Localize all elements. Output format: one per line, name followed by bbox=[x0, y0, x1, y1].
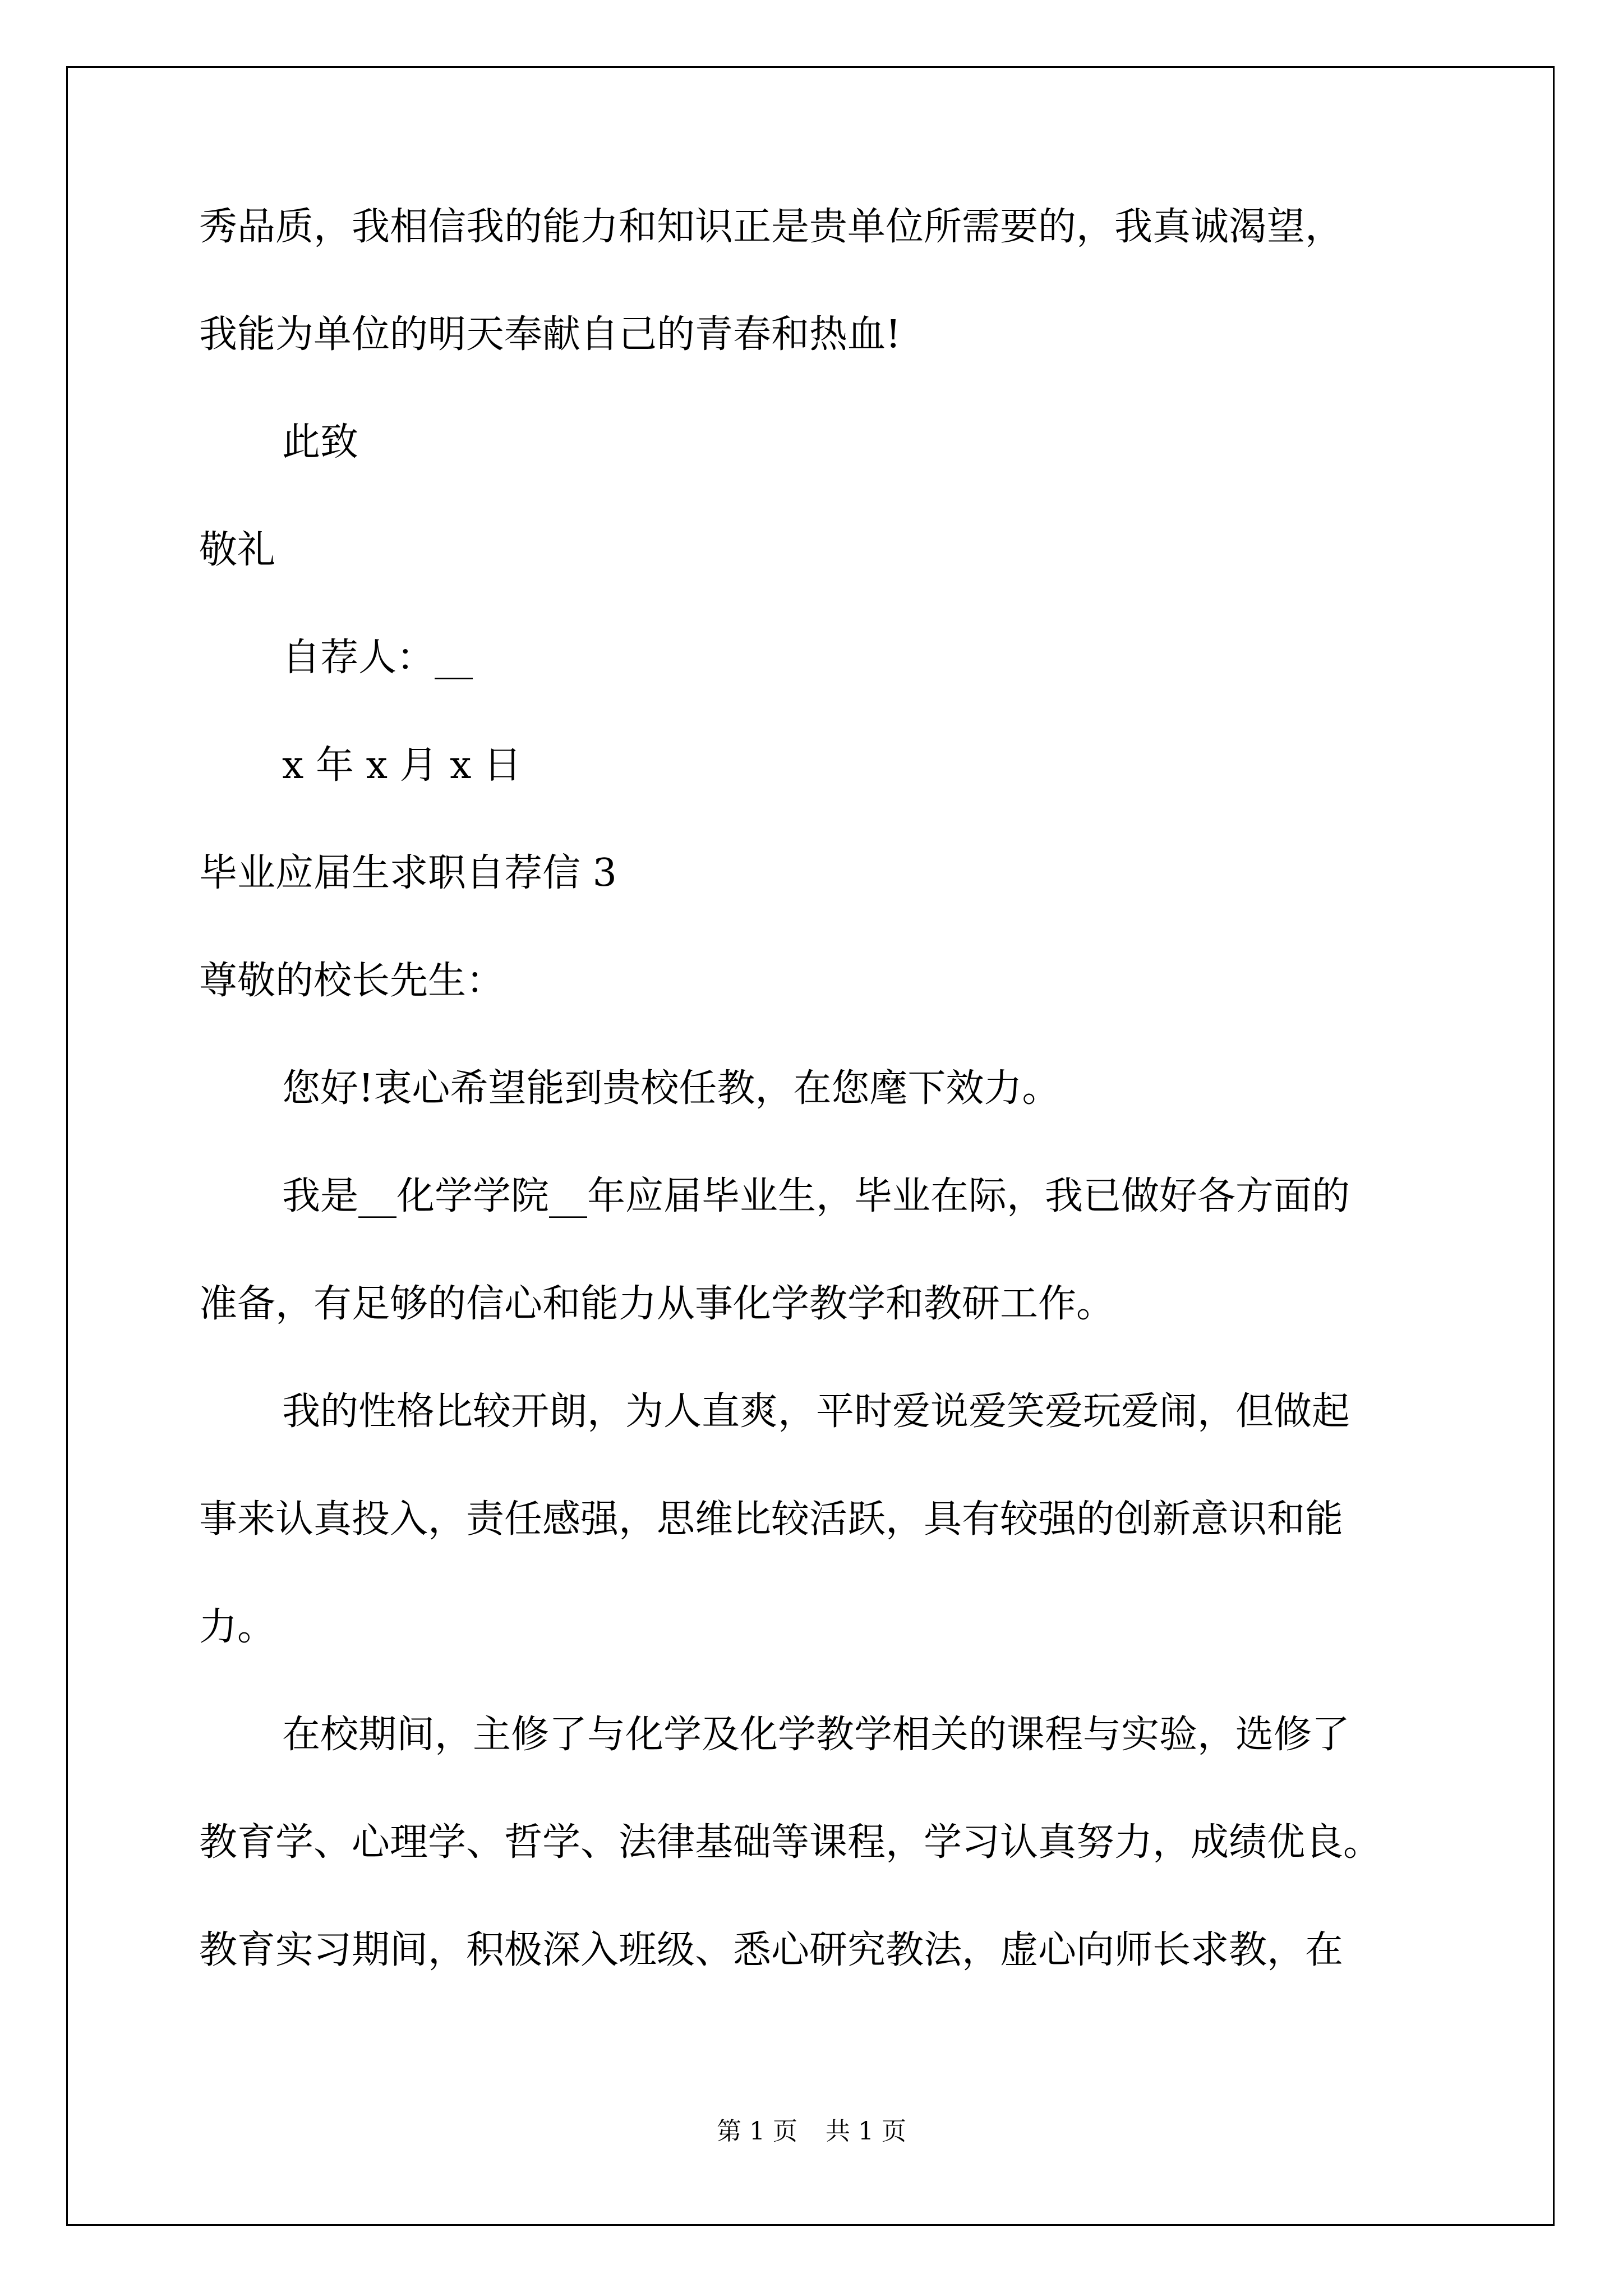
paragraph-line: 我是__化学学院__年应届毕业生，毕业在际，我已做好各方面的 bbox=[282, 1174, 1350, 1218]
page-total: 共 1 页 bbox=[826, 2117, 906, 2146]
greeting-line: 尊敬的校长先生： bbox=[199, 959, 505, 1003]
paragraph-line: 您好!衷心希望能到贵校任教，在您麾下效力。 bbox=[282, 1066, 1061, 1111]
paragraph-line: 秀品质，我相信我的能力和知识正是贵单位所需要的，我真诚渴望， bbox=[199, 205, 1344, 249]
paragraph-line: 事来认真投入，责任感强，思维比较活跃，具有较强的创新意识和能 bbox=[199, 1497, 1344, 1542]
paragraph-line: 我能为单位的明天奉献自己的青春和热血! bbox=[199, 312, 901, 357]
page-footer bbox=[0, 2115, 1623, 2148]
page-number: 第 1 页 bbox=[717, 2117, 797, 2146]
paragraph-line: 教育实习期间，积极深入班级、悉心研究教法，虚心向师长求教，在 bbox=[199, 1928, 1344, 1972]
paragraph-line: 在校期间，主修了与化学及化学教学相关的课程与实验，选修了 bbox=[282, 1713, 1350, 1757]
paragraph-line: 教育学、心理学、哲学、法律基础等课程，学习认真努力，成绩优良。 bbox=[199, 1820, 1382, 1865]
date-line: x 年 x 月 x 日 bbox=[282, 743, 522, 788]
closing-salutation: 此致 bbox=[282, 420, 359, 464]
closing-regards: 敬礼 bbox=[199, 528, 276, 572]
signature-line: 自荐人：__ bbox=[282, 636, 473, 680]
paragraph-line: 我的性格比较开朗，为人直爽，平时爱说爱笑爱玩爱闹，但做起 bbox=[282, 1389, 1350, 1434]
paragraph-line: 力。 bbox=[199, 1605, 276, 1649]
page-border bbox=[66, 66, 1555, 2226]
paragraph-line: 准备，有足够的信心和能力从事化学教学和教研工作。 bbox=[199, 1282, 1115, 1326]
section-title: 毕业应届生求职自荐信 3 bbox=[199, 851, 617, 895]
